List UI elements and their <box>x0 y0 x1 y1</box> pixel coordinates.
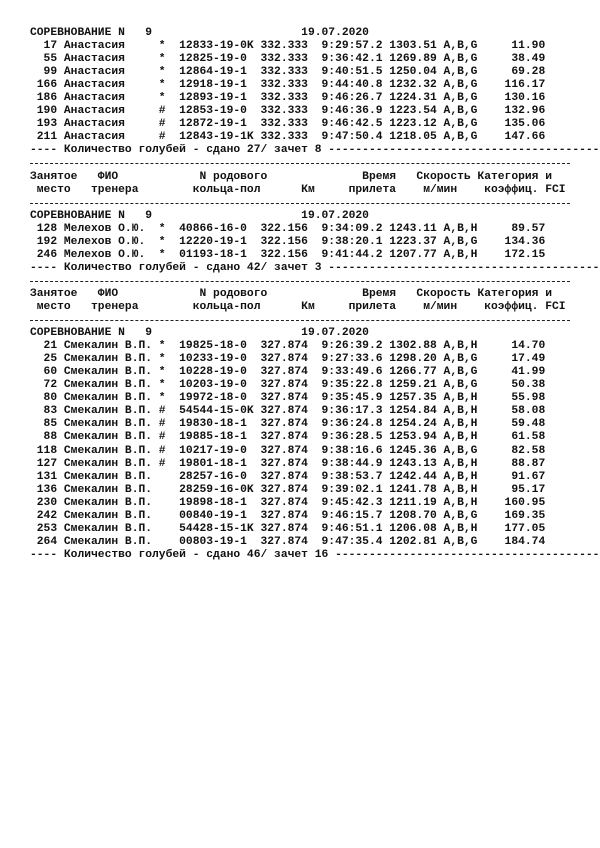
block-summary: ---- Количество голубей - сдано 42/ зачет 3 ---------------------------------------- <box>30 261 600 274</box>
table-row: 253 Смекалин В.П. 54428-15-1K 327.874 9:46:51.1 1206.08 A,B,H 177.05 <box>30 522 546 535</box>
table-row: 136 Смекалин В.П. 28259-16-0K 327.874 9:39:02.1 1241.78 A,B,H 95.17 <box>30 483 546 496</box>
table-row: 99 Анастасия * 12864-19-1 332.333 9:40:51.5 1250.04 A,B,G 69.28 <box>30 66 546 79</box>
table-row: 72 Смекалин В.П. * 10203-19-0 327.874 9:35:22.8 1259.21 A,B,G 50.38 <box>30 379 546 392</box>
table-row: 21 Смекалин В.П. * 19825-18-0 327.874 9:26:39.2 1302.88 A,B,H 14.70 <box>30 340 546 353</box>
competition-header: СОРЕВНОВАНИЕ N 9 19.07.2020 <box>30 327 369 340</box>
block-summary: ---- Количество голубей - сдано 46/ зачет 16 --------------------------------------- <box>30 548 600 561</box>
pigeon-race-results <box>30 27 599 562</box>
separator-line <box>30 157 599 170</box>
table-header-line-1: Занятое ФИО N родового Время Скорость Категория и <box>30 287 553 300</box>
table-row: 186 Анастасия * 12893-19-1 332.333 9:46:26.7 1224.31 A,B,G 130.16 <box>30 92 546 105</box>
table-row: 264 Смекалин В.П. 00803-19-1 327.874 9:47:35.4 1202.81 A,B,G 184.74 <box>30 535 546 548</box>
table-row: 193 Анастасия # 12872-19-1 332.333 9:46:42.5 1223.12 A,B,G 135.06 <box>30 118 546 131</box>
table-row: 118 Смекалин В.П. # 10217-19-0 327.874 9:38:16.6 1245.36 A,B,G 82.58 <box>30 444 546 457</box>
competition-header: СОРЕВНОВАНИЕ N 9 19.07.2020 <box>30 209 369 222</box>
table-row: 230 Смекалин В.П. 19898-18-1 327.874 9:45:42.3 1211.19 A,B,H 160.95 <box>30 496 546 509</box>
table-header-line-2: место тренера кольца-пол Км прилета м/мин коэффиц. FCI <box>30 183 566 196</box>
table-row: 246 Мелехов О.Ю. * 01193-18-1 322.156 9:41:44.2 1207.77 A,B,H 172.15 <box>30 248 546 261</box>
table-row: 192 Мелехов О.Ю. * 12220-19-1 322.156 9:38:20.1 1223.37 A,B,G 134.36 <box>30 235 546 248</box>
table-row: 85 Смекалин В.П. # 19830-18-1 327.874 9:36:24.8 1254.24 A,B,H 59.48 <box>30 418 546 431</box>
separator-line <box>30 275 599 288</box>
separator-line <box>30 314 599 327</box>
block-summary: ---- Количество голубей - сдано 27/ зачет 8 ---------------------------------------- <box>30 144 600 157</box>
table-header-line-2: место тренера кольца-пол Км прилета м/мин коэффиц. FCI <box>30 300 566 313</box>
table-row: 60 Смекалин В.П. * 10228-19-0 327.874 9:33:49.6 1266.77 A,B,G 41.99 <box>30 366 546 379</box>
table-row: 127 Смекалин В.П. # 19801-18-1 327.874 9:38:44.9 1243.13 A,B,H 88.87 <box>30 457 546 470</box>
table-row: 25 Смекалин В.П. * 10233-19-0 327.874 9:27:33.6 1298.20 A,B,G 17.49 <box>30 353 546 366</box>
table-row: 211 Анастасия # 12843-19-1K 332.333 9:47:50.4 1218.05 A,B,G 147.66 <box>30 131 546 144</box>
table-row: 242 Смекалин В.П. 00840-19-1 327.874 9:46:15.7 1208.70 A,B,G 169.35 <box>30 509 546 522</box>
table-row: 17 Анастасия * 12833-19-0K 332.333 9:29:57.2 1303.51 A,B,G 11.90 <box>30 40 546 53</box>
table-row: 88 Смекалин В.П. # 19885-18-1 327.874 9:36:28.5 1253.94 A,B,H 61.58 <box>30 431 546 444</box>
table-row: 166 Анастасия * 12918-19-1 332.333 9:44:40.8 1232.32 A,B,G 116.17 <box>30 79 546 92</box>
competition-header: СОРЕВНОВАНИЕ N 9 19.07.2020 <box>30 27 369 39</box>
table-row: 128 Мелехов О.Ю. * 40866-16-0 322.156 9:34:09.2 1243.11 A,B,H 89.57 <box>30 222 546 235</box>
table-row: 190 Анастасия # 12853-19-0 332.333 9:46:36.9 1223.54 A,B,G 132.96 <box>30 105 546 118</box>
table-row: 55 Анастасия * 12825-19-0 332.333 9:36:42.1 1269.89 A,B,G 38.49 <box>30 53 546 66</box>
separator-line <box>30 197 599 210</box>
table-row: 83 Смекалин В.П. # 54544-15-0K 327.874 9:36:17.3 1254.84 A,B,H 58.08 <box>30 405 546 418</box>
table-row: 131 Смекалин В.П. 28257-16-0 327.874 9:38:53.7 1242.44 A,B,H 91.67 <box>30 470 546 483</box>
table-row: 80 Смекалин В.П. * 19972-18-0 327.874 9:35:45.9 1257.35 A,B,H 55.98 <box>30 392 546 405</box>
table-header-line-1: Занятое ФИО N родового Время Скорость Категория и <box>30 170 553 183</box>
